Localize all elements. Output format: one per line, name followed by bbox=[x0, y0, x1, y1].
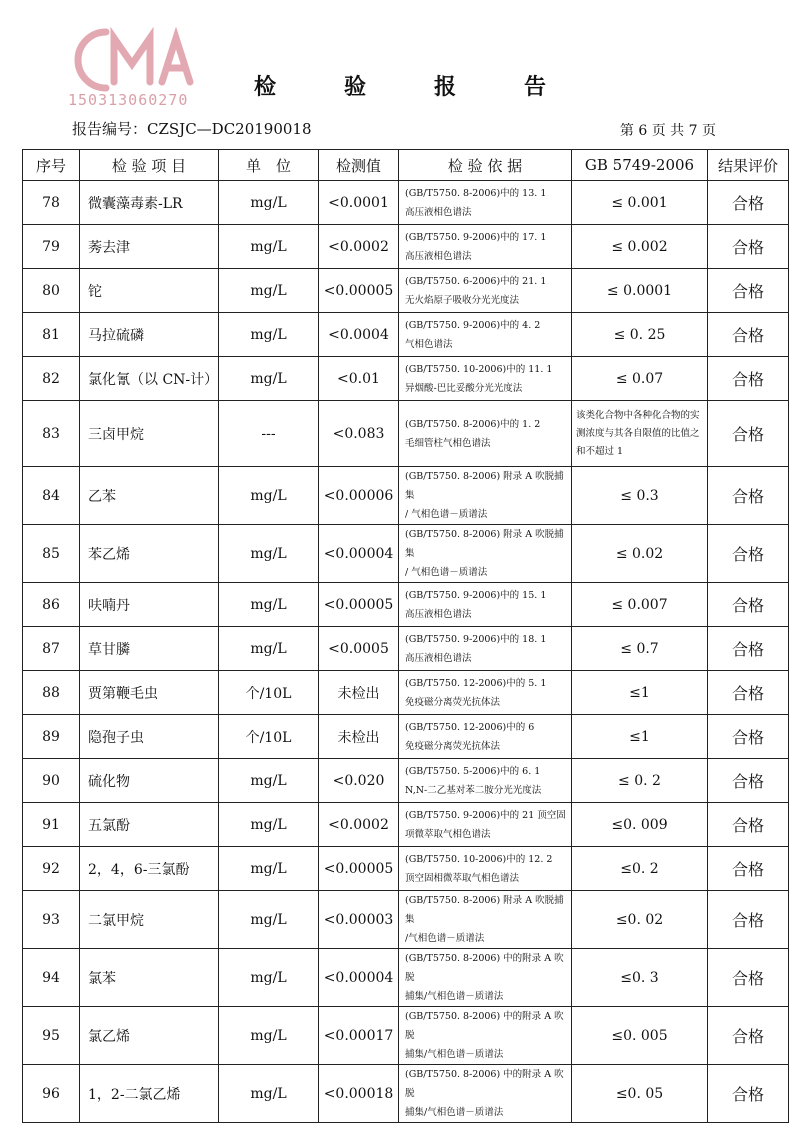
table-row bbox=[23, 181, 789, 225]
row-unit: mg/L bbox=[219, 225, 319, 269]
row-basis bbox=[399, 467, 572, 525]
row-result: 合格 bbox=[708, 313, 789, 357]
row-unit: mg/L bbox=[219, 949, 319, 1007]
table-row bbox=[23, 847, 789, 891]
row-basis bbox=[399, 1007, 572, 1065]
row-unit: 个/10L bbox=[219, 715, 319, 759]
row-basis bbox=[399, 715, 572, 759]
row-result: 合格 bbox=[708, 357, 789, 401]
row-result: 合格 bbox=[708, 583, 789, 627]
row-standard: ≤ 0.0001 bbox=[572, 269, 708, 313]
row-result: 合格 bbox=[708, 1065, 789, 1123]
row-result: 合格 bbox=[708, 891, 789, 949]
row-value: <0.00004 bbox=[319, 525, 399, 583]
row-result: 合格 bbox=[708, 715, 789, 759]
row-item: 硫化物 bbox=[80, 759, 219, 803]
row-standard: ≤ 0. 25 bbox=[572, 313, 708, 357]
row-unit: mg/L bbox=[219, 891, 319, 949]
basis-line: / 气相色谱－质谱法 bbox=[405, 567, 488, 578]
basis-line: (GB/T5750. 10-2006)中的 12. 2 bbox=[405, 853, 553, 865]
row-basis bbox=[399, 181, 572, 225]
row-unit: mg/L bbox=[219, 1065, 319, 1123]
table-row bbox=[23, 269, 789, 313]
row-value: <0.00006 bbox=[319, 467, 399, 525]
table-row bbox=[23, 803, 789, 847]
basis-line: (GB/T5750. 8-2006) 附录 A 吹脱捕集 bbox=[405, 529, 564, 559]
page-number: 第 6 页 共 7 页 bbox=[619, 123, 716, 139]
basis-line: 毛细管柱气相色谱法 bbox=[405, 437, 491, 449]
basis-line: (GB/T5750. 9-2006)中的 21 顶空固 bbox=[405, 809, 566, 821]
inspection-table bbox=[22, 149, 789, 1123]
row-value: <0.01 bbox=[319, 357, 399, 401]
row-unit: 个/10L bbox=[219, 671, 319, 715]
table-row bbox=[23, 225, 789, 269]
header-item: 检 验 项 目 bbox=[80, 150, 219, 181]
row-unit: mg/L bbox=[219, 181, 319, 225]
row-item: 五氯酚 bbox=[80, 803, 219, 847]
row-number: 96 bbox=[23, 1065, 80, 1123]
header-standard: GB 5749-2006 bbox=[572, 150, 708, 181]
row-item: 马拉硫磷 bbox=[80, 313, 219, 357]
basis-line: 免疫磁分离荧光抗体法 bbox=[405, 696, 501, 708]
row-number: 95 bbox=[23, 1007, 80, 1065]
row-result: 合格 bbox=[708, 525, 789, 583]
row-unit: mg/L bbox=[219, 803, 319, 847]
row-result: 合格 bbox=[708, 181, 789, 225]
page-title: 检 验 报 告 bbox=[253, 74, 547, 100]
table-row bbox=[23, 357, 789, 401]
basis-line: (GB/T5750. 9-2006)中的 17. 1 bbox=[405, 231, 547, 243]
table-header-row bbox=[23, 150, 789, 181]
table-row bbox=[23, 467, 789, 525]
basis-line: 异烟酸-巴比妥酸分光光度法 bbox=[405, 382, 523, 394]
row-value: <0.00005 bbox=[319, 847, 399, 891]
row-value: <0.00003 bbox=[319, 891, 399, 949]
table-row bbox=[23, 759, 789, 803]
row-basis bbox=[399, 357, 572, 401]
basis-line: 项微萃取气相色谱法 bbox=[405, 828, 491, 840]
row-value: <0.00017 bbox=[319, 1007, 399, 1065]
row-item: 1，2-二氯乙烯 bbox=[80, 1065, 219, 1123]
header-basis: 检 验 依 据 bbox=[399, 150, 572, 181]
row-unit: mg/L bbox=[219, 313, 319, 357]
row-item: 微囊藻毒素-LR bbox=[80, 181, 219, 225]
basis-line: (GB/T5750. 5-2006)中的 6. 1 bbox=[405, 765, 541, 777]
row-standard: ≤ 0.7 bbox=[572, 627, 708, 671]
row-standard: 该类化合物中各种化合物的实测浓度与其各自限值的比值之和不超过 1 bbox=[572, 401, 708, 467]
header-unit: 单 位 bbox=[219, 150, 319, 181]
basis-line: (GB/T5750. 8-2006) 附录 A 吹脱捕集 bbox=[405, 471, 564, 501]
row-value: <0.0005 bbox=[319, 627, 399, 671]
row-unit: mg/L bbox=[219, 583, 319, 627]
table-row bbox=[23, 949, 789, 1007]
table-row bbox=[23, 671, 789, 715]
row-basis bbox=[399, 583, 572, 627]
basis-line: (GB/T5750. 10-2006)中的 11. 1 bbox=[405, 363, 553, 375]
row-unit: mg/L bbox=[219, 1007, 319, 1065]
row-number: 87 bbox=[23, 627, 80, 671]
row-standard: ≤0. 005 bbox=[572, 1007, 708, 1065]
basis-line: (GB/T5750. 8-2006) 中的附录 A 吹脱 bbox=[405, 1069, 564, 1099]
row-basis bbox=[399, 891, 572, 949]
basis-line: (GB/T5750. 9-2006)中的 18. 1 bbox=[405, 633, 547, 645]
basis-line: 顶空固相微萃取气相色谱法 bbox=[405, 872, 520, 884]
row-item: 乙苯 bbox=[80, 467, 219, 525]
row-basis bbox=[399, 847, 572, 891]
row-result: 合格 bbox=[708, 467, 789, 525]
basis-line: 高压液相色谱法 bbox=[405, 652, 472, 664]
basis-line: (GB/T5750. 8-2006) 中的附录 A 吹脱 bbox=[405, 1011, 564, 1041]
row-item: 氯乙烯 bbox=[80, 1007, 219, 1065]
row-value: <0.0004 bbox=[319, 313, 399, 357]
row-result: 合格 bbox=[708, 627, 789, 671]
basis-line: 捕集/气相色谱－质谱法 bbox=[405, 1049, 504, 1060]
table-row bbox=[23, 583, 789, 627]
header-no: 序号 bbox=[23, 150, 80, 181]
basis-line: (GB/T5750. 12-2006)中的 5. 1 bbox=[405, 677, 547, 689]
row-result: 合格 bbox=[708, 847, 789, 891]
row-item: 贾第鞭毛虫 bbox=[80, 671, 219, 715]
row-number: 78 bbox=[23, 181, 80, 225]
row-result: 合格 bbox=[708, 269, 789, 313]
row-value: 未检出 bbox=[319, 715, 399, 759]
row-item: 铊 bbox=[80, 269, 219, 313]
row-basis bbox=[399, 313, 572, 357]
row-standard: ≤ 0.07 bbox=[572, 357, 708, 401]
row-unit: mg/L bbox=[219, 525, 319, 583]
row-standard: ≤0. 02 bbox=[572, 891, 708, 949]
basis-line: (GB/T5750. 12-2006)中的 6 bbox=[405, 721, 535, 733]
row-unit: mg/L bbox=[219, 357, 319, 401]
row-standard: ≤ 0.3 bbox=[572, 467, 708, 525]
table-row bbox=[23, 1065, 789, 1123]
row-unit: mg/L bbox=[219, 847, 319, 891]
row-result: 合格 bbox=[708, 759, 789, 803]
basis-line: 高压液相色谱法 bbox=[405, 608, 472, 620]
basis-line: N,N-二乙基对苯二胺分光光度法 bbox=[405, 784, 542, 796]
basis-line: 高压液相色谱法 bbox=[405, 206, 472, 218]
row-unit: mg/L bbox=[219, 467, 319, 525]
row-item: 氯苯 bbox=[80, 949, 219, 1007]
row-basis bbox=[399, 1065, 572, 1123]
row-number: 82 bbox=[23, 357, 80, 401]
row-item: 2，4，6-三氯酚 bbox=[80, 847, 219, 891]
row-standard: ≤0. 3 bbox=[572, 949, 708, 1007]
row-value: <0.0002 bbox=[319, 803, 399, 847]
row-basis bbox=[399, 759, 572, 803]
row-value: <0.00005 bbox=[319, 269, 399, 313]
row-number: 81 bbox=[23, 313, 80, 357]
row-value: <0.00004 bbox=[319, 949, 399, 1007]
report-number: 报告编号：CZSJC—DC20190018 bbox=[72, 120, 312, 138]
basis-line: 捕集/气相色谱－质谱法 bbox=[405, 991, 504, 1002]
row-unit: mg/L bbox=[219, 627, 319, 671]
row-unit: --- bbox=[219, 401, 319, 467]
basis-line: (GB/T5750. 9-2006)中的 4. 2 bbox=[405, 319, 541, 331]
table-row bbox=[23, 1007, 789, 1065]
row-basis bbox=[399, 225, 572, 269]
table-row bbox=[23, 715, 789, 759]
basis-line: 气相色谱法 bbox=[405, 338, 453, 350]
row-result: 合格 bbox=[708, 949, 789, 1007]
row-result: 合格 bbox=[708, 671, 789, 715]
basis-line: 无火焰原子吸收分光光度法 bbox=[405, 294, 520, 306]
row-basis bbox=[399, 949, 572, 1007]
row-number: 83 bbox=[23, 401, 80, 467]
row-basis bbox=[399, 525, 572, 583]
row-unit: mg/L bbox=[219, 759, 319, 803]
table-row bbox=[23, 627, 789, 671]
row-standard: ≤0. 05 bbox=[572, 1065, 708, 1123]
row-standard: ≤ 0. 2 bbox=[572, 759, 708, 803]
basis-line: (GB/T5750. 6-2006)中的 21. 1 bbox=[405, 275, 547, 287]
row-standard: ≤ 0.02 bbox=[572, 525, 708, 583]
row-item: 草甘膦 bbox=[80, 627, 219, 671]
basis-line: 捕集/气相色谱－质谱法 bbox=[405, 1107, 504, 1118]
basis-line: 免疫磁分离荧光抗体法 bbox=[405, 740, 501, 752]
row-basis bbox=[399, 627, 572, 671]
row-standard: ≤ 0.001 bbox=[572, 181, 708, 225]
row-unit: mg/L bbox=[219, 269, 319, 313]
row-value: <0.00018 bbox=[319, 1065, 399, 1123]
row-result: 合格 bbox=[708, 401, 789, 467]
row-basis bbox=[399, 401, 572, 467]
row-standard: ≤0. 2 bbox=[572, 847, 708, 891]
row-item: 氯化氰（以 CN-计） bbox=[80, 357, 219, 401]
table-row bbox=[23, 313, 789, 357]
row-number: 90 bbox=[23, 759, 80, 803]
row-number: 94 bbox=[23, 949, 80, 1007]
seal-number: 150313060270 bbox=[68, 91, 189, 109]
basis-line: (GB/T5750. 8-2006) 附录 A 吹脱捕集 bbox=[405, 895, 564, 925]
row-standard: ≤ 0.002 bbox=[572, 225, 708, 269]
row-basis bbox=[399, 269, 572, 313]
row-number: 92 bbox=[23, 847, 80, 891]
row-result: 合格 bbox=[708, 803, 789, 847]
row-number: 84 bbox=[23, 467, 80, 525]
basis-line: (GB/T5750. 8-2006)中的 1. 2 bbox=[405, 418, 541, 430]
row-result: 合格 bbox=[708, 225, 789, 269]
row-standard: ≤ 0.007 bbox=[572, 583, 708, 627]
header-result: 结果评价 bbox=[708, 150, 789, 181]
basis-line: 高压液相色谱法 bbox=[405, 250, 472, 262]
row-value: <0.00005 bbox=[319, 583, 399, 627]
row-value: <0.083 bbox=[319, 401, 399, 467]
row-standard: ≤1 bbox=[572, 715, 708, 759]
row-item: 二氯甲烷 bbox=[80, 891, 219, 949]
row-basis bbox=[399, 803, 572, 847]
row-number: 85 bbox=[23, 525, 80, 583]
row-number: 86 bbox=[23, 583, 80, 627]
basis-line: (GB/T5750. 8-2006)中的 13. 1 bbox=[405, 187, 547, 199]
row-item: 苯乙烯 bbox=[80, 525, 219, 583]
row-number: 91 bbox=[23, 803, 80, 847]
row-value: 未检出 bbox=[319, 671, 399, 715]
basis-line: /气相色谱－质谱法 bbox=[405, 933, 485, 944]
basis-line: / 气相色谱－质谱法 bbox=[405, 509, 488, 520]
row-value: <0.020 bbox=[319, 759, 399, 803]
row-standard: ≤0. 009 bbox=[572, 803, 708, 847]
header-value: 检测值 bbox=[319, 150, 399, 181]
row-basis bbox=[399, 671, 572, 715]
row-item: 莠去津 bbox=[80, 225, 219, 269]
table-row bbox=[23, 401, 789, 467]
row-value: <0.0002 bbox=[319, 225, 399, 269]
row-result: 合格 bbox=[708, 1007, 789, 1065]
basis-line: (GB/T5750. 9-2006)中的 15. 1 bbox=[405, 589, 547, 601]
row-number: 93 bbox=[23, 891, 80, 949]
row-number: 79 bbox=[23, 225, 80, 269]
basis-line: (GB/T5750. 8-2006) 中的附录 A 吹脱 bbox=[405, 953, 564, 983]
row-item: 呋喃丹 bbox=[80, 583, 219, 627]
row-standard: ≤1 bbox=[572, 671, 708, 715]
row-number: 88 bbox=[23, 671, 80, 715]
row-item: 三卤甲烷 bbox=[80, 401, 219, 467]
row-value: <0.0001 bbox=[319, 181, 399, 225]
table-row bbox=[23, 525, 789, 583]
row-number: 89 bbox=[23, 715, 80, 759]
row-number: 80 bbox=[23, 269, 80, 313]
row-item: 隐孢子虫 bbox=[80, 715, 219, 759]
table-row bbox=[23, 891, 789, 949]
